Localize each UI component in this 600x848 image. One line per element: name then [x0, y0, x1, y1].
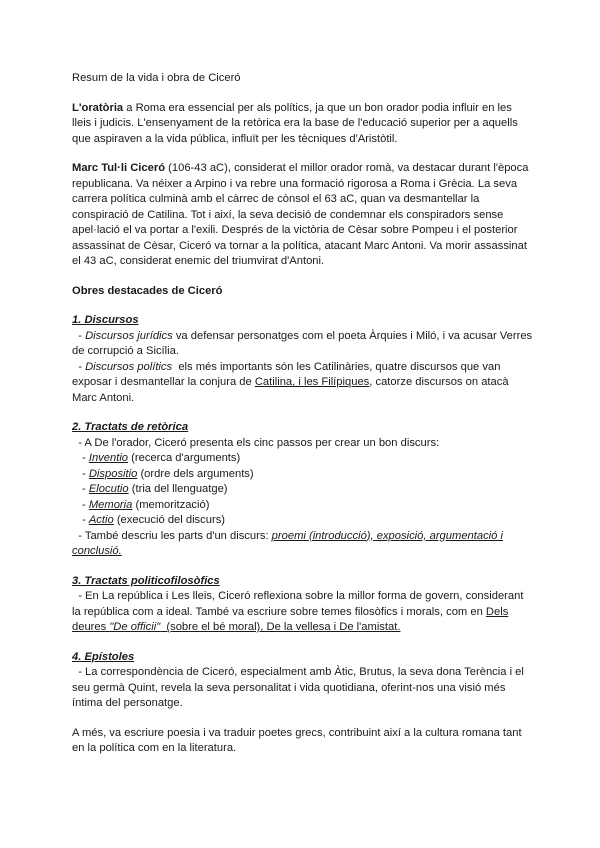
- discourse-parts-intro: - També descriu les parts d'un discurs:: [72, 529, 272, 542]
- de-officii-title: "De officii": [109, 621, 161, 633]
- step-term: Elocutio: [88, 483, 129, 495]
- step-term: Dispositio: [88, 467, 138, 480]
- step-desc: (recerca d'arguments): [128, 452, 241, 464]
- bullet-dash: -: [72, 360, 86, 373]
- discourse-parts: [72, 529, 534, 560]
- step-desc: (memorització): [132, 498, 210, 511]
- discursos-politics-item: [72, 360, 534, 407]
- section-politicofilosofics: [72, 574, 534, 636]
- step-term: Memoria: [88, 498, 133, 511]
- document-page: [72, 71, 534, 757]
- document-title: Resum de la vida i obra de Ciceró: [72, 72, 241, 84]
- discursos-politics-end: , catorze discursos on atacà Marc Antoni.: [72, 376, 509, 404]
- step-desc: (tria del llenguatge): [128, 483, 228, 495]
- step-memoria: - Memoria (memorització): [82, 498, 210, 511]
- section-title-retorica: 2. Tractats de retòrica: [72, 421, 189, 433]
- step-elocutio: - Elocutio (tria del llenguatge): [82, 483, 228, 495]
- other-works-titles: (sobre el bé moral), De la vellesa i De l'amistat.: [160, 621, 401, 633]
- biography-text: (106-43 aC), considerat el millor orador romà, va destacar durant l'època republicana. Va néixer a Arpino i va rebre una formació rigorosa a Roma i Grècia. La seva carrera política culminà amb el càrrec de cònsol el 63 aC, quan va desmantellar la conspiració de Catilina. Tot i així, la seva decisió de condemnar els conspiradors sense apel·lació el va portar a l'exili. Després de la victòria de Cèsar sobre Pompeu i el posterior assassinat de Cèsar, Ciceró va tornar a la política, atacant Marc Antoni. Va morir assassinat el 43 aC, considerat enemic del triumvirat d'Antoni.: [72, 162, 529, 267]
- bullet-dash: -: [72, 329, 86, 342]
- dels-deures-title: Dels deures: [72, 605, 509, 633]
- step-term: Actio: [88, 514, 114, 526]
- paragraph-biography: [72, 161, 534, 270]
- politicofilosofics-text: [72, 589, 534, 636]
- step-dispositio: - Dispositio (ordre dels arguments): [82, 467, 254, 480]
- paragraph-oratory: [72, 101, 534, 148]
- politicofilosofics-intro: - En La república i Les lleis, Ciceró reflexiona sobre la millor forma de govern, considerant la república com a ideal. També va escriure sobre temes filosòfics i morals, com en: [72, 590, 527, 618]
- step-actio: - Actio (execució del discurs): [82, 514, 226, 526]
- epistoles-text: - La correspondència de Ciceró, especialment amb Àtic, Brutus, la seva dona Terència i el seu germà Quint, revela la seva personalitat i vida quotidiana, oferint-nos una visió més íntima del personatge.: [72, 666, 527, 709]
- term-discursos-juridics: Discursos jurídics: [85, 329, 173, 342]
- discursos-juridics-item: [72, 329, 534, 360]
- oratory-term: L'oratòria: [72, 101, 124, 114]
- section-discursos: [72, 313, 534, 406]
- step-inventio: - Inventio (recerca d'arguments): [82, 452, 241, 464]
- section-title-epistoles: 4. Epístoles: [72, 650, 135, 663]
- section-epistoles: [72, 650, 534, 712]
- works-heading: Obres destacades de Ciceró: [72, 284, 223, 297]
- section-retorica: [72, 420, 534, 560]
- step-desc: (ordre dels arguments): [137, 467, 254, 480]
- step-desc: (execució del discurs): [113, 514, 226, 526]
- discursos-juridics-text: va defensar personatges com el poeta Àrquies i Miló, i va acusar Verres de corrupció a Sicília.: [72, 329, 533, 357]
- catilina-link-text: Catilina, i les Filípiques: [254, 376, 370, 388]
- cicero-name: Marc Tul·li Ciceró: [72, 162, 166, 174]
- discursos-politics-text: els més importants són les Catilinàries, quatre discursos que van exposar i desmantellar la conjura de: [72, 360, 504, 388]
- discourse-parts-list: proemi (introducció), exposició, argumentació i conclusió.: [72, 529, 503, 557]
- term-discursos-politics: Discursos polítics: [85, 360, 173, 373]
- section-title-discursos: 1. Discursos: [72, 314, 139, 326]
- oratory-text: a Roma era essencial per als polítics, ja que un bon orador podia influir en les lleis i judicis. L'ensenyament de la retòrica era la base de l'educació superior per a aquells que aspiraven a la vida pública, influït per les tècniques d'Aristòtil.: [72, 101, 518, 145]
- section-title-politicofilosofics: 3. Tractats politicofilosòfics: [72, 574, 220, 587]
- closing-paragraph: A més, va escriure poesia i va traduir poetes grecs, contribuint així a la cultura romana tant en la política com en la literatura.: [72, 726, 522, 754]
- step-term: Inventio: [88, 452, 129, 464]
- retorica-intro: - A De l'orador, Ciceró presenta els cinc passos per crear un bon discurs:: [72, 436, 440, 449]
